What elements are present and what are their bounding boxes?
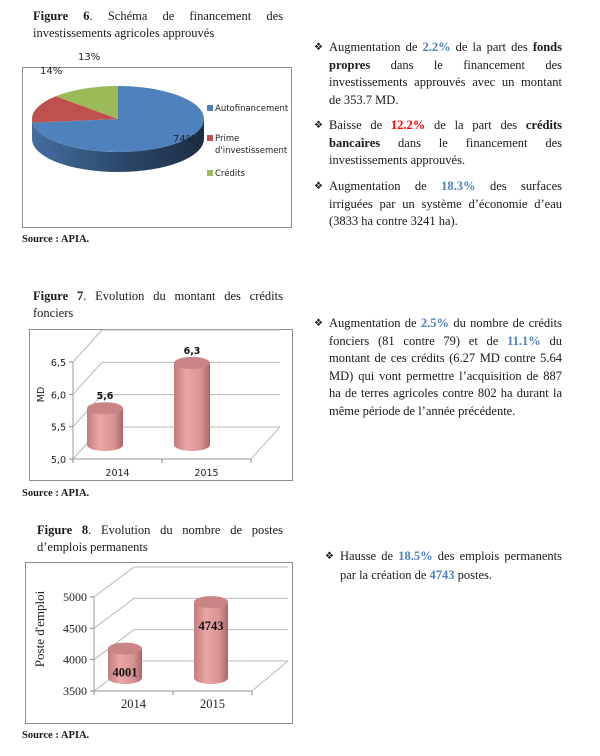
legend-label: d'investissement xyxy=(215,146,288,156)
figure-6-title: . Schéma de financement des investissements agricoles approuvés xyxy=(33,9,283,40)
x-tick-label: 2015 xyxy=(194,468,219,479)
bullet-text: Augmentation de xyxy=(329,316,421,330)
bar-top-2015 xyxy=(194,596,228,608)
x-tick-label: 2014 xyxy=(121,697,146,711)
figure-6-source: Source : APIA. xyxy=(22,234,90,245)
gridline-diagonal xyxy=(73,330,102,362)
bar-top-2015 xyxy=(174,357,210,369)
bar-2015 xyxy=(174,363,210,451)
figure-7-caption xyxy=(33,288,283,322)
bold-term: crédits bancaires xyxy=(329,118,563,150)
bar-2014 xyxy=(87,408,123,451)
highlight-value: 2.2% xyxy=(422,40,451,54)
x-tick-label: 2014 xyxy=(105,468,130,479)
diamond-bullet-icon: ❖ xyxy=(314,42,323,53)
legend-label: Crédits xyxy=(215,169,245,179)
y-axis-title: MD xyxy=(36,386,47,403)
data-label-2014: 4001 xyxy=(112,665,138,680)
y-tick-label: 6,5 xyxy=(50,358,66,369)
bullet-emplois-permanents xyxy=(325,547,562,585)
figure-6-number: Figure 6 xyxy=(33,9,90,23)
gridline-diagonal xyxy=(73,362,102,394)
bullet-text: du nombre de crédits fonciers (81 contre 79) et de xyxy=(329,316,562,348)
figure-7-number: Figure 7 xyxy=(33,289,84,303)
bullet-text: dans le financement des investissements approuvés. xyxy=(329,135,562,167)
y-tick-label: 4500 xyxy=(63,621,87,636)
bullet-fonds-propres xyxy=(314,39,562,109)
bullet-text: postes. xyxy=(454,568,493,582)
highlight-value: 18.5% xyxy=(398,549,433,563)
y-tick-label: 5,5 xyxy=(50,422,66,434)
highlight-value: 2.5% xyxy=(420,316,450,330)
pie-data-label: 14% xyxy=(40,66,63,77)
bullet-credits-fonciers xyxy=(314,315,563,420)
bullet-text: Baisse de xyxy=(329,118,391,132)
x-tick-label: 2015 xyxy=(200,697,225,711)
credits-bar-chart xyxy=(30,330,292,480)
floor-edge xyxy=(251,427,280,459)
bullet-text: Hausse de xyxy=(340,549,399,563)
bullet-credits-bancaires xyxy=(314,117,563,170)
figure-7-title: . Evolution du montant des crédits fonciers xyxy=(33,289,283,320)
bar-top-2014 xyxy=(87,402,123,414)
bullet-text: de la part des xyxy=(425,118,526,132)
y-tick-label: 3500 xyxy=(63,684,87,698)
highlight-value: 18.3% xyxy=(441,179,476,193)
jobs-bar-chart xyxy=(26,563,292,723)
figure-8-caption xyxy=(37,522,283,556)
data-label-2014: 5,6 xyxy=(96,391,114,403)
figure-8-source: Source : APIA. xyxy=(22,730,90,741)
bullet-text: de la part des xyxy=(450,40,533,54)
highlight-value: 4743 xyxy=(429,568,455,582)
legend-label: Autofinancement xyxy=(215,104,289,114)
gridline-diagonal xyxy=(94,567,134,597)
data-label-2015: 6,3 xyxy=(183,345,201,357)
bullet-text: dans le financement des investissements approuvés avec un montant de 353.7 MD. xyxy=(329,57,562,107)
highlight-value: 11.1% xyxy=(507,333,541,348)
diamond-bullet-icon: ❖ xyxy=(314,120,323,131)
legend-swatch xyxy=(207,135,213,141)
bullet-text: du montant de ces crédits (6.27 MD contre 5.64 MD) qui vont permettre l’acquisition de 887 ha de terres agricoles contre 802 ha durant la même période de l’année précédente. xyxy=(329,333,563,418)
highlight-value: 12.2% xyxy=(390,118,426,132)
pie-chart xyxy=(23,52,291,227)
bullet-text: Augmentation de xyxy=(329,40,423,54)
figure-7-source: Source : APIA. xyxy=(22,488,90,499)
legend-swatch xyxy=(207,105,213,111)
diamond-bullet-icon: ❖ xyxy=(314,318,323,329)
y-axis-title: Poste d'emploi xyxy=(32,590,47,668)
figure-8-title: . Evolution du nombre de postes d’emplois permanents xyxy=(37,523,283,554)
legend-swatch xyxy=(207,170,213,176)
bar-top-2014 xyxy=(108,643,142,655)
figure-8-number: Figure 8 xyxy=(37,523,89,537)
y-tick-label: 5,0 xyxy=(50,455,66,466)
figure-6-caption xyxy=(33,8,283,42)
gridline-diagonal xyxy=(94,598,134,628)
bold-term: fonds propres xyxy=(329,40,562,72)
y-tick-label: 6,0 xyxy=(50,390,66,402)
bullet-text: des surfaces irriguées par un système d’économie d’eau (3833 ha contre 3241 ha). xyxy=(329,179,562,228)
floor-edge xyxy=(252,661,288,691)
bullet-text: des emplois permanents par la création de xyxy=(340,549,562,582)
figure-8-chart xyxy=(25,562,293,724)
figure-7-chart xyxy=(29,329,293,481)
bullet-surfaces-irriguees xyxy=(314,178,562,231)
y-tick-label: 4000 xyxy=(63,652,87,667)
diamond-bullet-icon: ❖ xyxy=(314,181,323,192)
pie-data-label: 13% xyxy=(78,52,101,63)
diamond-bullet-icon: ❖ xyxy=(325,551,334,562)
bar-2015 xyxy=(194,602,228,684)
figure-6-chart xyxy=(22,52,292,228)
legend-label: Prime xyxy=(215,134,240,144)
data-label-2015: 4743 xyxy=(198,619,224,634)
pie-data-label: 74% xyxy=(173,134,196,145)
y-tick-label: 5000 xyxy=(63,590,87,604)
bullet-text: Augmentation de xyxy=(329,179,442,193)
